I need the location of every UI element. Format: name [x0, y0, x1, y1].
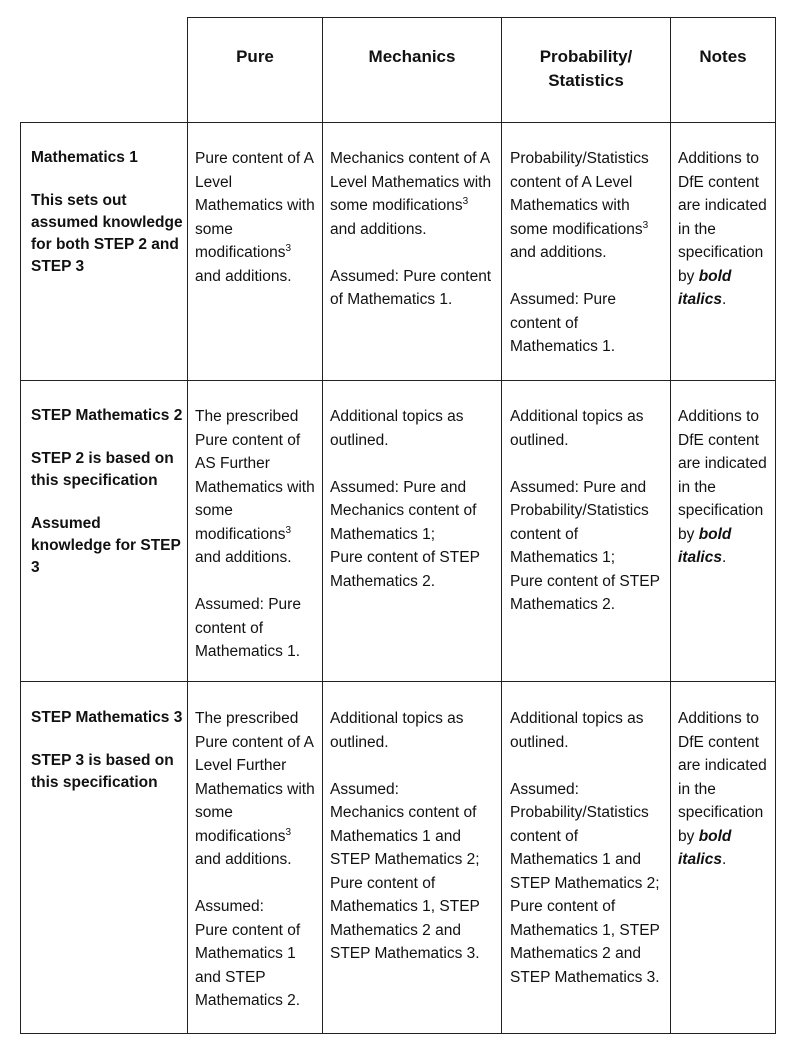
row3-subtitle: STEP 3 is based on this specification	[31, 752, 174, 791]
header-probability-statistics	[502, 45, 670, 93]
row2-pure	[195, 405, 319, 664]
row1-probability	[510, 147, 668, 359]
row2-pure-assumed: Assumed: Pure content of Mathematics 1.	[195, 596, 301, 660]
row1-mechanics-text: Mechanics content of A Level Mathematics with some modifications$^3$ and additions.	[330, 150, 492, 238]
rule-col3	[501, 17, 502, 1034]
row3-probability-assumed: Assumed: Probability/Statistics content of Mathematics 1 and STEP Mathematics 2; Pure content of Mathematics 1, STEP Mathematics 2 and STEP Mathematics 3.	[510, 780, 660, 986]
row1-probability-assumed: Assumed: Pure content of Mathematics 1.	[510, 291, 616, 355]
header-probability-line1: Probability/	[539, 47, 633, 66]
rule-row2-bottom	[20, 681, 776, 682]
row2-probability-text: Additional topics as outlined.	[510, 408, 644, 449]
row3-probability	[510, 707, 668, 989]
rule-row1-bottom	[20, 380, 776, 381]
header-probability-line2: Statistics	[548, 71, 624, 90]
rule-col1	[187, 17, 188, 1034]
row3-pure-assumed: Assumed: Pure content of Mathematics 1 and STEP Mathematics 2.	[195, 898, 301, 1009]
row2-pure-text: The prescribed Pure content of AS Further Mathematics with some modifications$^3$ and additions.	[195, 408, 315, 566]
rule-top	[187, 17, 776, 18]
row3-pure	[195, 707, 319, 1013]
row1-heading	[31, 147, 183, 278]
rule-right	[775, 17, 776, 1034]
row1-subtitle: This sets out assumed knowledge for both STEP 2 and STEP 3	[31, 192, 183, 275]
header-mechanics: Mechanics	[368, 47, 456, 66]
row3-heading	[31, 707, 183, 794]
row1-title: Mathematics 1	[31, 149, 138, 166]
rule-col4	[670, 17, 671, 1034]
row1-mechanics-assumed: Assumed: Pure content of Mathematics 1.	[330, 267, 492, 308]
rule-col2	[322, 17, 323, 1034]
row1-mechanics	[330, 147, 498, 312]
row2-mechanics-text: Additional topics as outlined.	[330, 408, 464, 449]
header-pure: Pure	[236, 47, 274, 66]
row3-pure-text: The prescribed Pure content of A Level Further Mathematics with some modifications$^3$ and additions.	[195, 710, 315, 868]
row1-pure-text: Pure content of A Level Mathematics with some modifications$^3$ and additions.	[195, 150, 315, 285]
row2-probability	[510, 405, 668, 617]
row2-probability-assumed: Assumed: Pure and Probability/Statistics content of Mathematics 1; Pure content of STEP Mathematics 2.	[510, 478, 660, 613]
rule-left	[20, 122, 21, 1034]
row3-title: STEP Mathematics 3	[31, 709, 183, 726]
row2-heading	[31, 405, 185, 579]
row2-mechanics	[330, 405, 498, 593]
row2-mechanics-assumed: Assumed: Pure and Mechanics content of Mathematics 1; Pure content of STEP Mathematics 2.	[330, 478, 480, 590]
row2-subtitle2: Assumed knowledge for STEP 3	[31, 515, 181, 576]
row2-title: STEP Mathematics 2	[31, 407, 183, 424]
row2-subtitle1: STEP 2 is based on this specification	[31, 450, 174, 489]
row3-mechanics	[330, 707, 498, 966]
row1-notes: Additions to DfE content are indicated in the specification by bold italics.	[678, 150, 767, 308]
row3-mechanics-assumed: Assumed: Mechanics content of Mathematics 1 and STEP Mathematics 2; Pure content of Mathematics 1, STEP Mathematics 2 and STEP Mathematics 3.	[330, 780, 480, 962]
rule-header-bottom	[20, 122, 776, 123]
row3-notes: Additions to DfE content are indicated in the specification by bold italics.	[678, 710, 767, 868]
rule-bottom	[20, 1033, 776, 1034]
row3-probability-text: Additional topics as outlined.	[510, 710, 644, 751]
header-notes: Notes	[699, 47, 747, 66]
row1-pure	[195, 147, 319, 288]
row1-probability-text: Probability/Statistics content of A Level Mathematics with some modifications$^3$ and additions.	[510, 150, 649, 261]
row3-mechanics-text: Additional topics as outlined.	[330, 710, 464, 751]
row2-notes: Additions to DfE content are indicated in the specification by bold italics.	[678, 408, 767, 566]
